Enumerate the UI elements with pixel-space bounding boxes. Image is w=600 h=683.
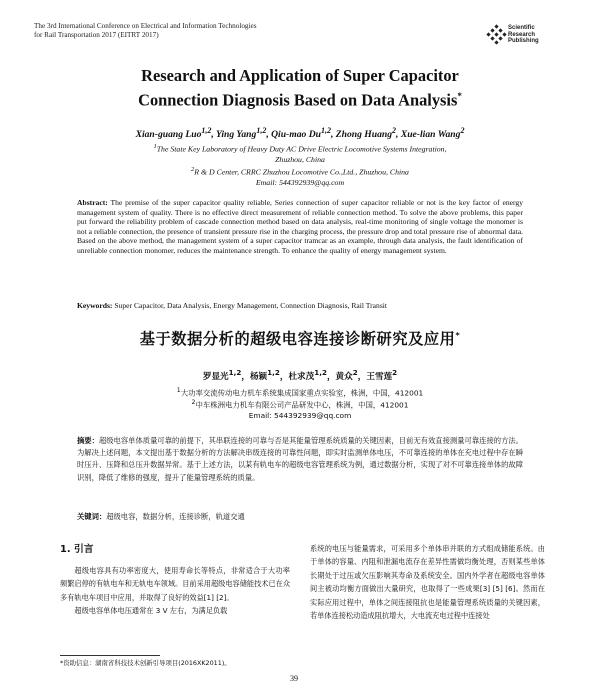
affiliations-en <box>40 142 560 189</box>
abstract-en <box>77 198 523 256</box>
affiliation-cn-1-num: 1 <box>176 387 181 394</box>
footnote: *资助信息：湖南省科技技术创新引导项目(2016XK2011)。 <box>60 659 231 667</box>
publisher-line-3: Publishing <box>508 38 539 45</box>
conference-line-1: The 3rd International Conference on Electrical and Information Technologies <box>34 22 257 30</box>
en-author-affiliation: 1,2 <box>201 126 212 135</box>
publisher-logo <box>486 24 576 52</box>
cn-author-separator: ， <box>241 371 250 382</box>
paper-title-en <box>40 66 560 110</box>
affiliation-cn-2-text: 中车株洲电力机车有限公司产品研发中心，株洲，中国，412001 <box>195 400 409 410</box>
body-column-right <box>310 542 545 622</box>
abstract-cn-text: 超级电容单体质量可靠的前提下，其串联连接的可靠与否是其能量管理系统质量的关键因素，目前无有效直接测量可靠连接的方法。为解决上述问题，本文提出基于数据分析的方法解决串级连接的可靠性问题，即实时监测单体电压，不可靠连接的单体在充电过程中存在瞬时压升、压降和总压升数据异常。基于上述方法，以某有轨电车的超级电容管理系统为例，通过数据分析，实现了对不可靠连接单体的故障识别，降低了维修的强度，提升了能量管理系统的质量。 <box>77 436 523 482</box>
cn-author-name: 罗显光 <box>202 371 229 382</box>
affiliation-cn-1-text: 大功率交流传动电力机车系统集成国家重点实验室，株洲，中国，412001 <box>180 388 424 398</box>
publisher-diamond-icon <box>486 24 508 48</box>
title-en-footnote-mark: * <box>457 91 462 101</box>
abstract-cn-label: 摘要： <box>77 436 99 445</box>
affiliation-cn-2 <box>40 398 560 410</box>
affiliation-en-2-text: R & D Center, CRRC Zhuzhou Locomotive Co.,Ltd., Zhuzhou, China <box>194 168 409 177</box>
conference-header <box>34 22 257 40</box>
section-heading-introduction: 1. 引言 <box>60 544 94 555</box>
email-en: Email: 544392939@qq.com <box>255 178 345 188</box>
footnote-divider <box>60 655 160 656</box>
cn-author-affiliation: 1,2 <box>267 368 280 377</box>
cn-author-name: 王雪莲 <box>366 371 393 382</box>
affiliation-en-2 <box>40 165 560 178</box>
title-en-line-2-text: Connection Diagnosis Based on Data Analysis <box>138 90 458 110</box>
keywords-en-label: Keywords: <box>77 301 113 310</box>
title-cn-text: 基于数据分析的超级电容连接诊断研究及应用 <box>139 330 456 348</box>
en-author-name: Zhong Huang <box>335 129 393 141</box>
en-author-separator: , <box>330 129 336 141</box>
keywords-cn <box>77 512 523 522</box>
affiliation-en-2-num: 2 <box>191 166 195 174</box>
keywords-en-text: Super Capacitor, Data Analysis, Energy Management, Connection Diagnosis, Rail Transit <box>114 301 388 310</box>
cn-author-affiliation: 1,2 <box>228 368 242 377</box>
en-author-separator: , <box>266 129 272 141</box>
cn-author-name: 黄众 <box>335 371 353 382</box>
conference-line-2: for Rail Transportation 2017 (EITRT 2017) <box>34 31 159 39</box>
affiliation-en-1-line-1: The State Key Laboratory of Heavy Duty AC Drive Electric Locomotive Systems Integration, <box>156 144 447 154</box>
author-list-cn <box>40 368 560 382</box>
affiliation-cn-1 <box>40 386 560 398</box>
keywords-en <box>77 301 523 310</box>
en-author-name: Xian-guang Luo <box>135 129 202 141</box>
cn-author-separator: ， <box>279 371 289 382</box>
keywords-cn-label: 关键词： <box>77 512 107 521</box>
en-author-affiliation: 2 <box>460 126 465 135</box>
author-list-en <box>30 126 570 140</box>
publisher-name <box>508 25 539 45</box>
title-en-line-2 <box>40 86 560 110</box>
body-paragraph: 超级电容单体电压通常在 3 V 左右，为满足负载 <box>74 606 228 616</box>
body-paragraph: 超级电容具有功率密度大，使用寿命长等特点，非常适合于大功率频繁启停的有轨电车和无轨电车领域。目前采用超级电容储能技术已在众多有轨电车项目中应用，并取得了良好的效益[1] [2]。 <box>60 566 291 602</box>
cn-author-separator: ， <box>357 371 367 382</box>
page-number: 39 <box>290 674 298 683</box>
abstract-en-label: Abstract: <box>77 198 108 207</box>
affiliation-cn-2-num: 2 <box>191 399 196 407</box>
publisher-line-2: Research <box>508 31 536 38</box>
body-column-left <box>60 564 290 618</box>
en-author-name: Xue-lian Wang <box>400 129 461 141</box>
cn-author-affiliation: 1,2 <box>314 368 327 377</box>
en-author-name: Qiu-mao Du <box>271 129 321 141</box>
publisher-line-1: Scientific <box>508 25 535 31</box>
affiliations-cn <box>40 386 560 421</box>
abstract-cn <box>77 435 523 484</box>
title-cn-footnote-mark: * <box>455 330 461 340</box>
en-author-affiliation: 1,2 <box>320 126 331 135</box>
body-paragraph: 系统的电压与能量需求，可采用多个单体串并联的方式组成储能系统。由于单体的容量、内阻和泄漏电流存在差异性需做均衡处理，否则某些单体长期处于过压或欠压影响其寿命及系统安全。国内外学者在超级电容单体间主被动均衡方面做出大量研究，也取得了一些成果[3] [5] [6]。然而在实际应用过程中，单体之间连接阻抗也是能量管理系统质量的关键因素，若单体连接松动造成阻抗增大，大电流充电过程中连接处 <box>310 544 545 621</box>
paper-title-cn <box>40 328 560 349</box>
cn-author-separator: ， <box>326 371 336 382</box>
en-author-affiliation: 1,2 <box>256 126 267 135</box>
en-author-affiliation: 2 <box>392 126 397 135</box>
en-author-separator: , <box>211 129 217 141</box>
en-author-separator: , <box>396 129 401 141</box>
cn-author-affiliation: 2 <box>392 368 398 377</box>
cn-author-name: 杜求茂 <box>288 371 315 382</box>
abstract-en-text: The premise of the super capacitor quality reliable, Series connection of super capacitor reliable or not is the key factor of energy management system of quality. There is no effective direct measurement of reliable connection method. To solve the above problems, this paper put forward the reliability problem of cascade connection method based on data analysis, real-time monitoring of single voltage the monomer is not a reliable connection, the presence of transient pressure rise in the charging process, the pressure drop and total pressure rise of abnormal data. Based on the above method, the management system of a super capacitor tramcar as an example, through data analysis, the fault identification of unreliable connection monomer, reduces the maintenance strength. To enhance the quality of energy management system. <box>77 198 523 255</box>
affiliation-en-1-line-2: Zhuzhou, China <box>275 155 325 164</box>
cn-author-affiliation: 2 <box>352 368 358 377</box>
email-cn: Email: 544392939@qq.com <box>248 410 352 420</box>
affiliation-en-1-num: 1 <box>153 143 157 150</box>
keywords-cn-text: 超级电容，数据分析，连接诊断，轨道交通 <box>106 512 245 521</box>
affiliation-en-1 <box>40 142 560 155</box>
en-author-name: Ying Yang <box>216 129 257 141</box>
title-en-line-1: Research and Application of Super Capacitor <box>141 66 459 85</box>
cn-author-name: 杨颖 <box>249 371 268 382</box>
